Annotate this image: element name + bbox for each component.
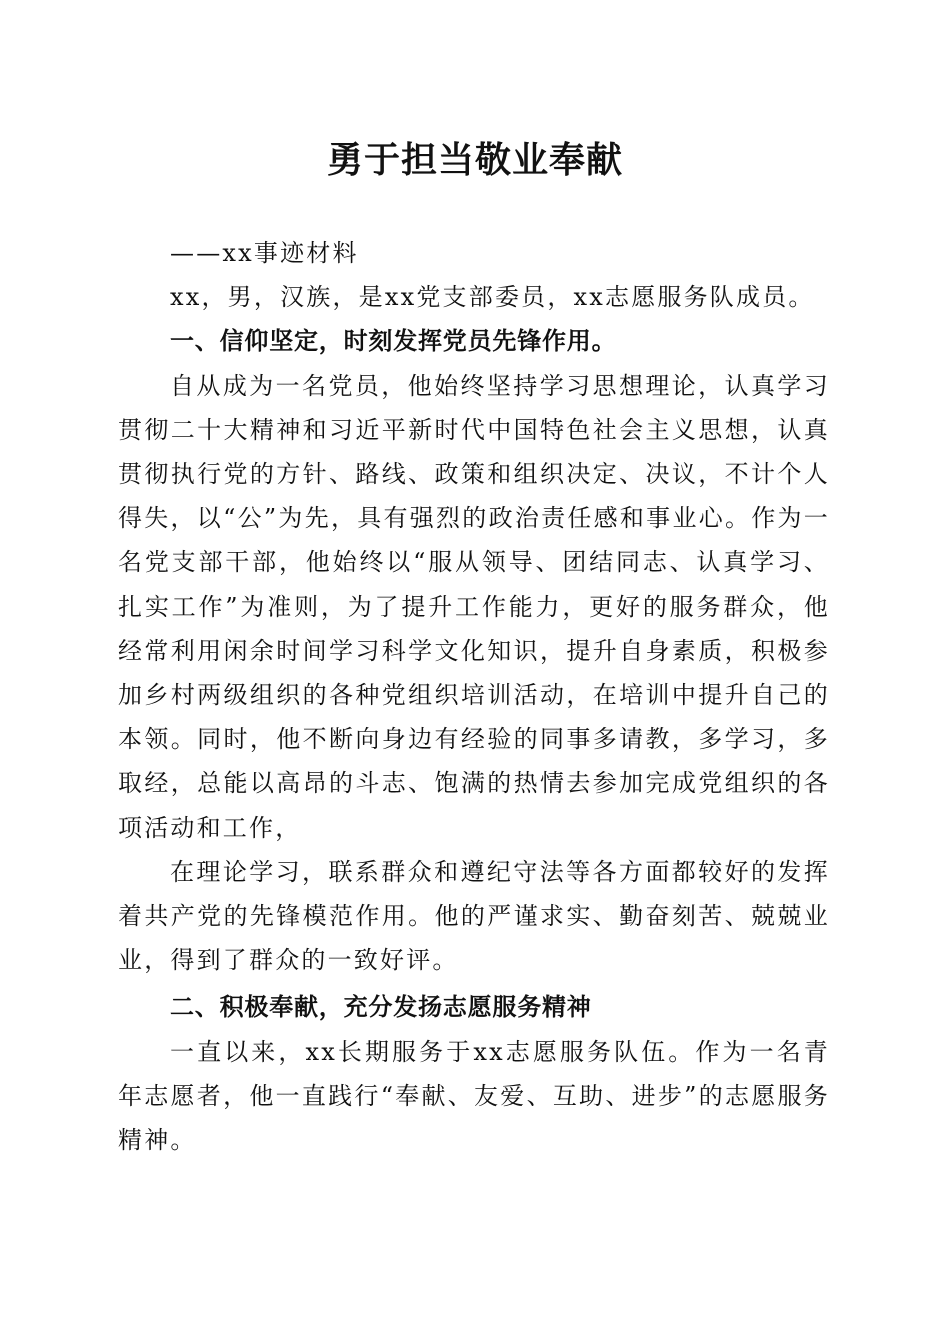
subtitle: ——xx事迹材料 xyxy=(170,239,359,267)
intro-paragraph: xx，男，汉族，是xx党支部委员，xx志愿服务队成员。 xyxy=(170,283,815,312)
document-title: 勇于担当敬业奉献 xyxy=(326,139,623,181)
document-body xyxy=(118,231,830,1162)
section1-heading: 一、信仰坚定，时刻发挥党员先锋作用。 xyxy=(170,327,617,356)
section2-heading: 二、积极奉献，充分发扬志愿服务精神 xyxy=(170,993,592,1022)
section1-paragraph-2: 在理论学习，联系群众和遵纪守法等各方面都较好的发挥着共产党的先锋模范作用。他的严谨求实、勤奋刻苦、兢兢业业，得到了群众的一致好评。 xyxy=(118,857,830,975)
section1-paragraph-1: 自从成为一名党员，他始终坚持学习思想理论，认真学习贯彻二十大精神和习近平新时代中国特色社会主义思想，认真贯彻执行党的方针、路线、政策和组织决定、决议，不计个人得失，以“公”为先，具有强烈的政治责任感和事业心。作为一名党支部干部，他始终以“服从领导、团结同志、认真学习、扎实工作”为准则，为了提升工作能力，更好的服务群众，他经常利用闲余时间学习科学文化知识，提升自身素质，积极参加乡村两级组织的各种党组织培训活动，在培训中提升自己的本领。同时，他不断向身边有经验的同事多请教，多学习，多取经，总能以高昂的斗志、饱满的热情去参加完成党组织的各项活动和工作， xyxy=(118,371,830,842)
section2-paragraph-1: 一直以来，xx长期服务于xx志愿服务队伍。作为一名青年志愿者，他一直践行“奉献、友爱、互助、进步”的志愿服务精神。 xyxy=(118,1037,830,1155)
